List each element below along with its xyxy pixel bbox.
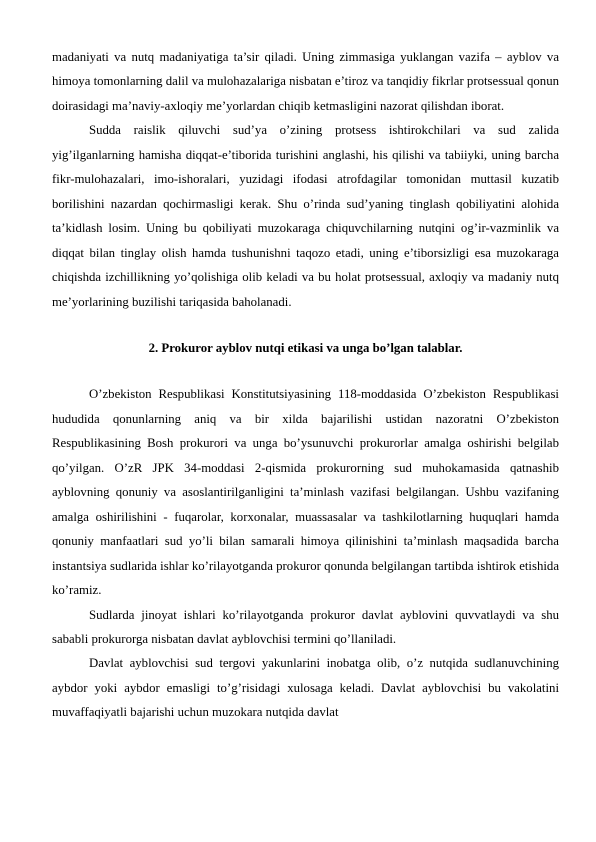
paragraph-constitution: O’zbekiston Respublikasi Konstitutsiyasining 118-moddasida O’zbekiston Respublikasi hududida qonunlarning aniq va bir xilda bajarilishi ustidan nazoratni O’zbekiston Respublikasining Bosh prokurori va unga bo’ysunuvchi prokurorlar amalga oshirishi belgilab qo’yilgan. O’zR JPK 34-moddasi 2-qismida prokurorning sud muhokamasida qatnashib ayblovning qonuniy va asoslantirilganligini ta’minlash vazifasi belgilangan. Ushbu vazifaning amalga oshirilishini - fuqarolar, korxonalar, muassasalar va tashkilotlarning huquqlari hamda qonuniy manfaatlari sud yo’li bilan samarali himoya qilinishini ta’minlash maqsadida barcha instantsiya sudlarida ishlar ko’rilayotganda prokuror qonunda belgilangan tartibda ishtirok etishida ko’ramiz. bbox=[52, 387, 559, 598]
paragraph-judge-conduct: Sudda raislik qiluvchi sud’ya o’zining protsess ishtirokchilari va sud zalida yig’ilganlarning hamisha diqqat-e’tiborida turishini anglashi, his qilishi va tabiiyki, uning barcha fikr-mulohazalari, imo-ishoralari, yuzidagi ifodasi atrofdagilar tomonidan muttasil kuzatib borilishini nazardan qochirmasligi kerak. Shu o’rinda sud’yaning tinglash qobiliyatini alohida ta’kidlash losim. Uning bu qobiliyati muzokaraga chiquvchilarning nutqini og’ir-vazminlik va diqqat bilan tinglay olish hamda tushunishni taqozo etadi, uning e’tiborsizligi esa muzokaraga chiqishda izchillikning yo’qolishiga olib keladi va bu holat protsessual, axloqiy va madaniy nutq me’yorlarining buzilishi tariqasida baholanadi. bbox=[52, 123, 559, 309]
document-page bbox=[52, 45, 559, 725]
paragraph-prosecutor-role: Sudlarda jinoyat ishlari ko’rilayotganda prokuror davlat ayblovini quvvatlaydi va shu sababli prokurorga nisbatan davlat ayblovchisi termini qo’llaniladi. bbox=[52, 607, 559, 646]
paragraph-state-prosecutor: Davlat ayblovchisi sud tergovi yakunlarini inobatga olib, o’z nutqida sudlanuvchining aybdor yoki aybdor emasligi to’g’risidagi xulosaga keladi. Davlat ayblovchisi bu vakolatini muvaffaqiyatli bajarishi uchun muzokara nutqida davlat bbox=[52, 656, 559, 720]
paragraph-continuation: madaniyati va nutq madaniyatiga ta’sir qiladi. Uning zimmasiga yuklangan vazifa – ayblov va himoya tomonlarning dalil va mulohazalariga nisbatan e’tiroz va tanqidiy fikrlar protsessual qonun doirasidagi ma’naviy-axloqiy me’yorlardan chiqib ketmasligini nazorat qilishdan iborat. bbox=[52, 50, 559, 113]
section-heading: 2. Prokuror ayblov nutqi etikasi va unga bo’lgan talablar. bbox=[148, 340, 463, 355]
